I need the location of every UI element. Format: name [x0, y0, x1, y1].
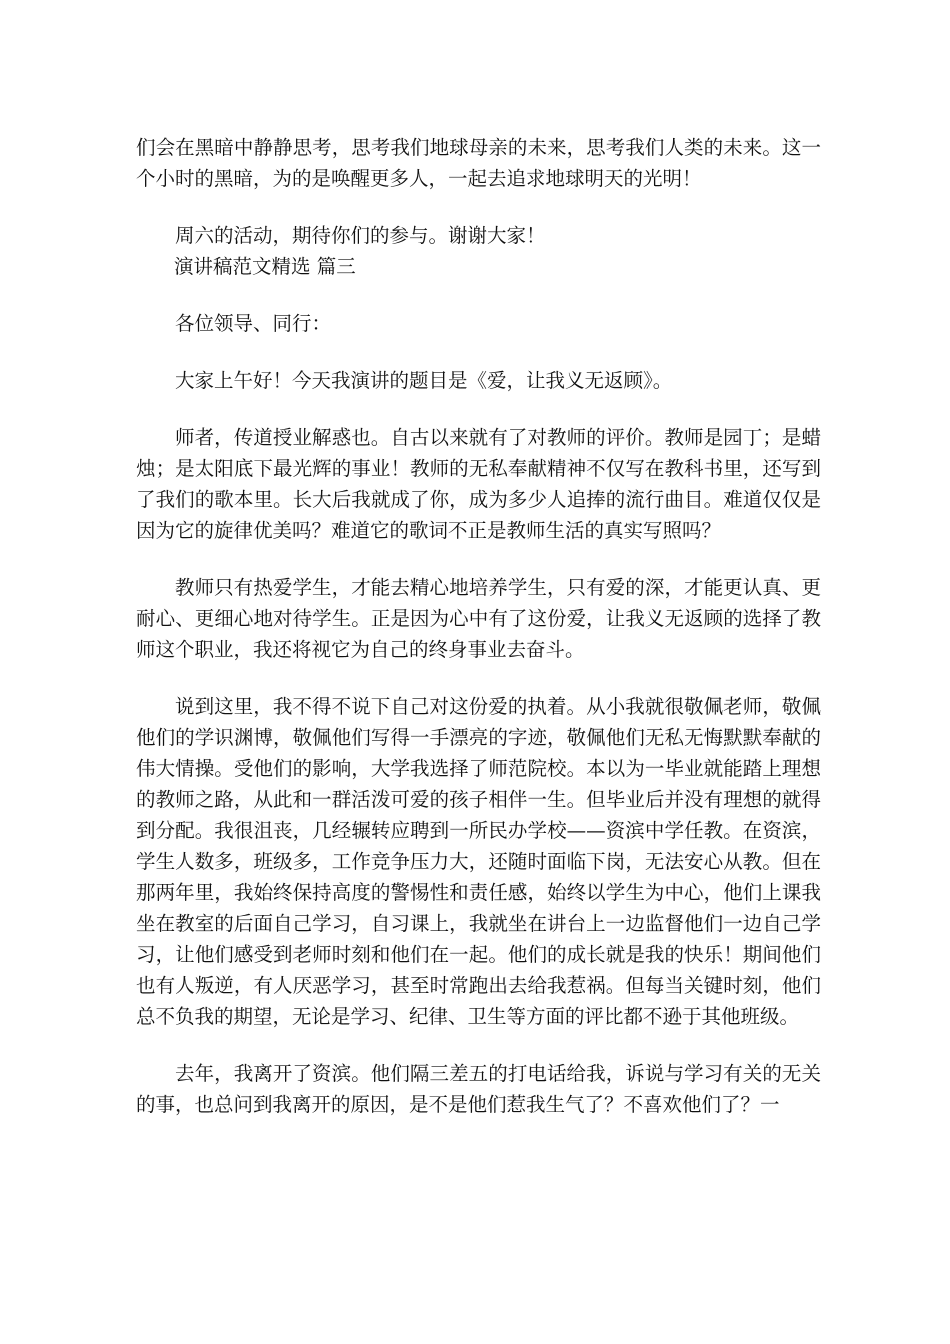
- paragraph: 师者，传道授业解惑也。自古以来就有了对教师的评价。教师是园丁；是蜡烛；是太阳底下最光辉的事业！教师的无私奉献精神不仅写在教科书里，还写到了我们的歌本里。长大后我就成了你，成为多少人追捧的流行曲目。难道仅仅是因为它的旋律优美吗？难道它的歌词不正是教师生活的真实写照吗？: [136, 426, 821, 542]
- paragraph-continuation: 们会在黑暗中静静思考，思考我们地球母亲的未来，思考我们人类的未来。这一个小时的黑暗，为的是唤醒更多人，一起去追求地球明天的光明！: [136, 136, 821, 190]
- paragraph-greeting: 大家上午好！今天我演讲的题目是《爱，让我义无返顾》。: [175, 369, 673, 392]
- paragraph: 教师只有热爱学生，才能去精心地培养学生，只有爱的深，才能更认真、更耐心、更细心地对待学生。正是因为心中有了这份爱，让我义无返顾的选择了教师这个职业，我还将视它为自己的终身事业去奋斗。: [136, 576, 821, 661]
- paragraph-closing: 周六的活动，期待你们的参与。谢谢大家！: [175, 224, 546, 247]
- paragraph: 说到这里，我不得不说下自己对这份爱的执着。从小我就很敬佩老师，敬佩他们的学识渊博，敬佩他们写得一手漂亮的字迹，敬佩他们无私无悔默默奉献的伟大情操。受他们的影响，大学我选择了师范院校。本以为一毕业就能踏上理想的教师之路，从此和一群活泼可爱的孩子相伴一生。但毕业后并没有理想的就得到分配。我很沮丧，几经辗转应聘到一所民办学校——资滨中学任教。在资滨，学生人数多，班级多，工作竞争压力大，还随时面临下岗，无法安心从教。但在那两年里，我始终保持高度的警惕性和责任感，始终以学生为中心，他们上课我坐在教室的后面自己学习，自习课上，我就坐在讲台上一边监督他们一边自己学习，让他们感受到老师时刻和他们在一起。他们的成长就是我的快乐！期间他们也有人叛逆，有人厌恶学习，甚至时常跑出去给我惹祸。但每当关键时刻，他们总不负我的期望，无论是学习、纪律、卫生等方面的评比都不逊于其他班级。: [136, 695, 821, 1028]
- paragraph-salutation: 各位领导、同行：: [175, 312, 332, 335]
- document-body: [136, 132, 821, 1120]
- section-heading: 演讲稿范文精选 篇三: [174, 255, 356, 278]
- paragraph: 去年，我离开了资滨。他们隔三差五的打电话给我，诉说与学习有关的无关的事，也总问到我离开的原因，是不是他们惹我生气了？不喜欢他们了？一: [136, 1062, 821, 1116]
